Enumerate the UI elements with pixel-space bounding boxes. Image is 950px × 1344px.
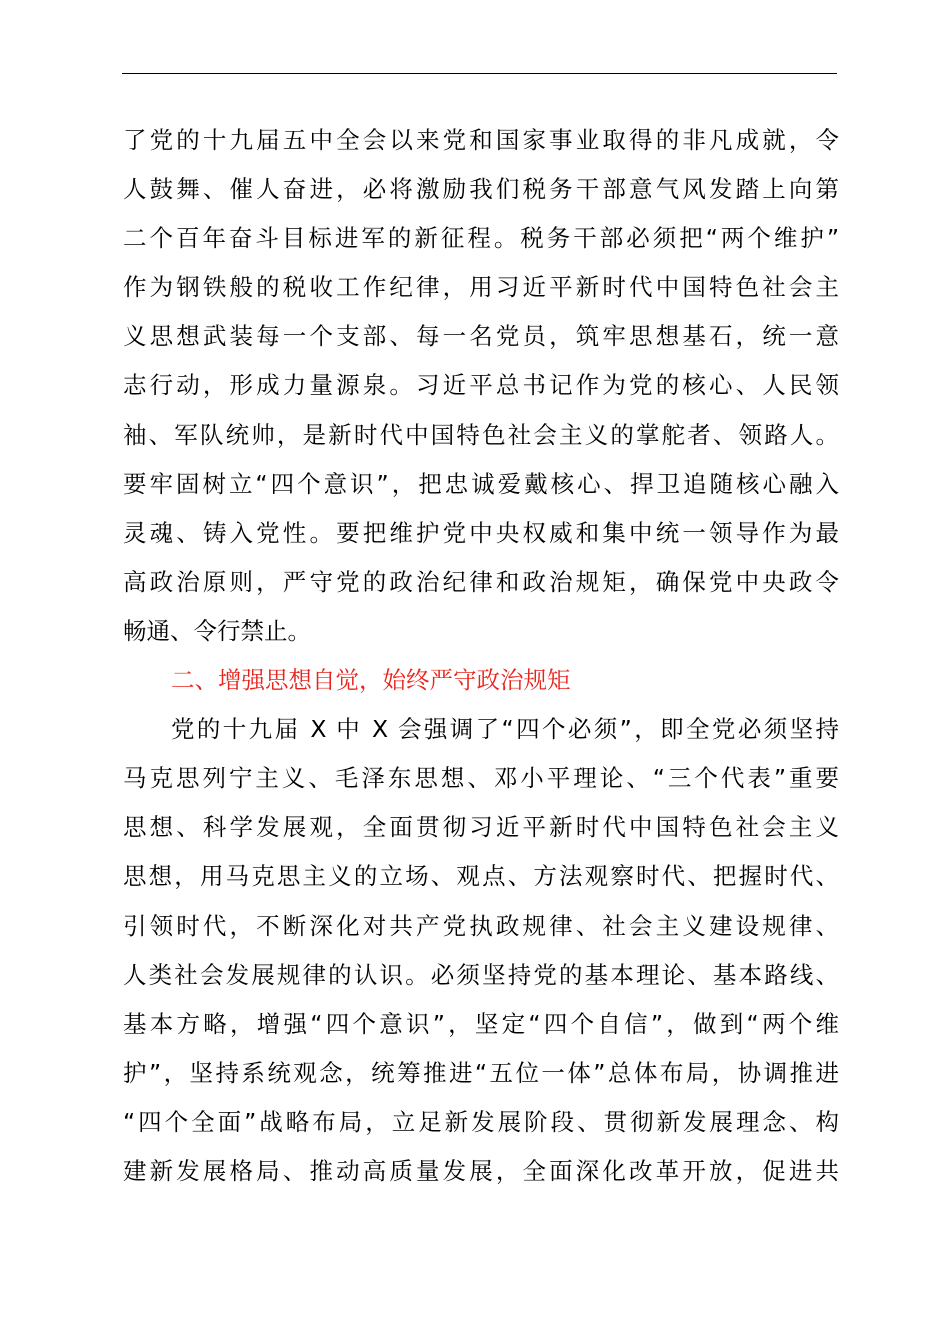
text-line: 灵魂、铸入党性。要把维护党中央权威和集中统一领导作为最: [123, 518, 839, 547]
text-line: 马克思列宁主义、毛泽东思想、邓小平理论、“三个代表”重要: [123, 764, 839, 793]
section-heading: 二、增强思想自觉，始终严守政治规矩: [171, 666, 571, 695]
text-line: 护”，坚持系统观念，统筹推进“五位一体”总体布局，协调推进: [123, 1058, 839, 1087]
paragraph-1: [123, 116, 839, 656]
text-line: 义思想武装每一个支部、每一名党员，筑牢思想基石，统一意: [123, 322, 839, 351]
text-line: 人鼓舞、催人奋进，必将激励我们税务干部意气风发踏上向第: [123, 175, 839, 204]
text-line: 引领时代，不断深化对共产党执政规律、社会主义建设规律、: [123, 911, 839, 940]
text-line: 二个百年奋斗目标进军的新征程。税务干部必须把“两个维护”: [123, 224, 839, 253]
text-line: 志行动，形成力量源泉。习近平总书记作为党的核心、人民领: [123, 371, 839, 400]
text-line: 思想、科学发展观，全面贯彻习近平新时代中国特色社会主义: [123, 813, 839, 842]
text-line: 思想，用马克思主义的立场、观点、方法观察时代、把握时代、: [123, 862, 839, 891]
text-line: 要牢固树立“四个意识”，把忠诚爱戴核心、捍卫追随核心融入: [123, 469, 839, 498]
text-line: 建新发展格局、推动高质量发展，全面深化改革开放，促进共: [123, 1156, 839, 1185]
text-line: 袖、军队统帅，是新时代中国特色社会主义的掌舵者、领路人。: [123, 420, 839, 449]
header-rule: [122, 73, 837, 74]
text-line: “四个全面”战略布局，立足新发展阶段、贯彻新发展理念、构: [123, 1107, 839, 1136]
text-line: 高政治原则，严守党的政治纪律和政治规矩，确保党中央政令: [123, 567, 839, 596]
text-line: 畅通、令行禁止。: [123, 616, 311, 645]
paragraph-2: [123, 705, 839, 1196]
text-line: 作为钢铁般的税收工作纪律，用习近平新时代中国特色社会主: [123, 273, 839, 302]
text-line: 人类社会发展规律的认识。必须坚持党的基本理论、基本路线、: [123, 960, 839, 989]
text-line: 基本方略，增强“四个意识”，坚定“四个自信”，做到“两个维: [123, 1009, 839, 1038]
text-line: 党的十九届 X 中 X 会强调了“四个必须”，即全党必须坚持: [171, 715, 839, 744]
text-line: 了党的十九届五中全会以来党和国家事业取得的非凡成就，令: [123, 126, 839, 154]
document-body: [123, 116, 839, 1196]
